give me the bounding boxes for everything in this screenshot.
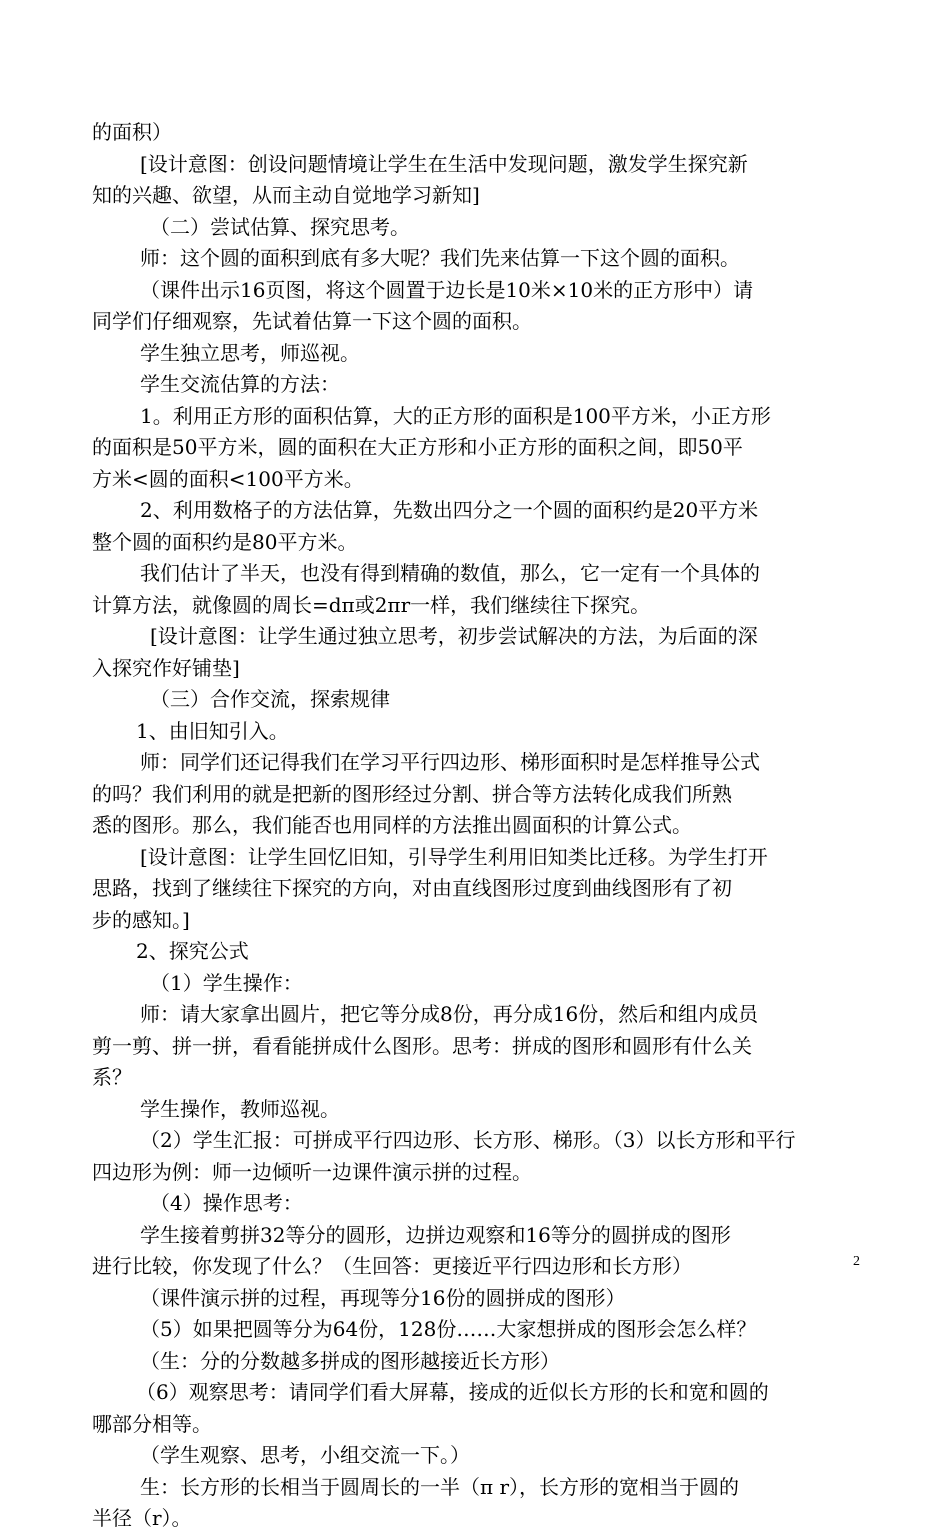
document-body [92, 117, 862, 1535]
text-line: 方米<圆的面积<100平方米。 [92, 466, 364, 491]
text-line: [设计意图：让学生通过独立思考，初步尝试解决的方法，为后面的深 [150, 624, 758, 648]
text-line: 2、探究公式 [136, 939, 249, 963]
text-line: （6）观察思考：请同学们看大屏幕，接成的近似长方形的长和宽和圆的 [136, 1380, 769, 1404]
text-line: 步的感知。] [92, 907, 190, 932]
text-line: （课件演示拼的过程，再现等分16份的圆拼成的图形） [140, 1285, 626, 1310]
text-line: 1。利用正方形的面积估算，大的正方形的面积是100平方米，小正方形 [140, 403, 771, 428]
text-line: [设计意图：创设问题情境让学生在生活中发现问题，激发学生探究新 [140, 151, 748, 176]
text-line: 思路，找到了继续往下探究的方向，对由直线图形过度到曲线图形有了初 [92, 876, 732, 900]
text-line: （5）如果把圆等分为64份，128份……大家想拼成的图形会怎么样？ [140, 1317, 757, 1341]
text-line: 学生操作，教师巡视。 [140, 1096, 340, 1121]
text-line: 同学们仔细观察，先试着估算一下这个圆的面积。 [92, 309, 532, 333]
text-line: 生：长方形的长相当于圆周长的一半（π r），长方形的宽相当于圆的 [140, 1474, 740, 1499]
text-line: 的吗？我们利用的就是把新的图形经过分割、拼合等方法转化成我们所熟 [92, 781, 732, 806]
text-line: 1、由旧知引入。 [136, 718, 289, 743]
text-line: （1）学生操作： [150, 970, 303, 995]
text-line: 哪部分相等。 [92, 1411, 212, 1436]
text-line: 系？ [92, 1065, 132, 1089]
text-line: （学生观察、思考，小组交流一下。） [140, 1443, 470, 1467]
text-line: （2）学生汇报：可拼成平行四边形、长方形、梯形。（3）以长方形和平行 [140, 1128, 796, 1152]
text-line: （生：分的分数越多拼成的图形越接近长方形） [140, 1348, 560, 1373]
text-line: 学生接着剪拼32等分的圆形，边拼边观察和16等分的圆拼成的图形 [140, 1222, 731, 1247]
text-line: 学生交流估算的方法： [140, 372, 340, 396]
section-heading: （三）合作交流，探索规律 [150, 687, 390, 711]
text-line: 知的兴趣、欲望，从而主动自觉地学习新知] [92, 183, 480, 207]
text-line: [设计意图：让学生回忆旧知，引导学生利用旧知类比迁移。为学生打开 [140, 844, 768, 869]
text-line: 入探究作好铺垫] [92, 655, 240, 680]
text-line: 计算方法，就像圆的周长=dπ或2πr一样，我们继续往下探究。 [92, 592, 651, 617]
text-line: 悉的图形。那么，我们能否也用同样的方法推出圆面积的计算公式。 [92, 813, 692, 837]
text-line: 师：这个圆的面积到底有多大呢？我们先来估算一下这个圆的面积。 [140, 246, 740, 270]
text-line: 我们估计了半天，也没有得到精确的数值，那么，它一定有一个具体的 [140, 561, 760, 585]
text-line: （4）操作思考： [150, 1191, 303, 1215]
text-line: 半径（r）。 [92, 1506, 192, 1530]
text-line: 学生独立思考，师巡视。 [140, 340, 360, 365]
section-heading: （二）尝试估算、探究思考。 [150, 214, 410, 239]
text-line: 进行比较，你发现了什么？（生回答：更接近平行四边形和长方形） [92, 1254, 692, 1278]
text-line: 整个圆的面积约是80平方米。 [92, 529, 358, 554]
text-line: 的面积是50平方米，圆的面积在大正方形和小正方形的面积之间，即50平 [92, 435, 743, 459]
page-number: 2 [853, 1254, 860, 1269]
text-line: 的面积） [92, 120, 172, 144]
text-line: 师：同学们还记得我们在学习平行四边形、梯形面积时是怎样推导公式 [140, 750, 760, 774]
text-line: （课件出示16页图，将这个圆置于边长是10米×10米的正方形中）请 [140, 277, 754, 302]
text-line: 2、利用数格子的方法估算，先数出四分之一个圆的面积约是20平方米 [140, 498, 759, 522]
text-line: 四边形为例：师一边倾听一边课件演示拼的过程。 [92, 1159, 532, 1184]
text-line: 师：请大家拿出圆片，把它等分成8份，再分成16份，然后和组内成员 [140, 1002, 759, 1026]
text-line: 剪一剪、拼一拼，看看能拼成什么图形。思考：拼成的图形和圆形有什么关 [92, 1033, 752, 1058]
